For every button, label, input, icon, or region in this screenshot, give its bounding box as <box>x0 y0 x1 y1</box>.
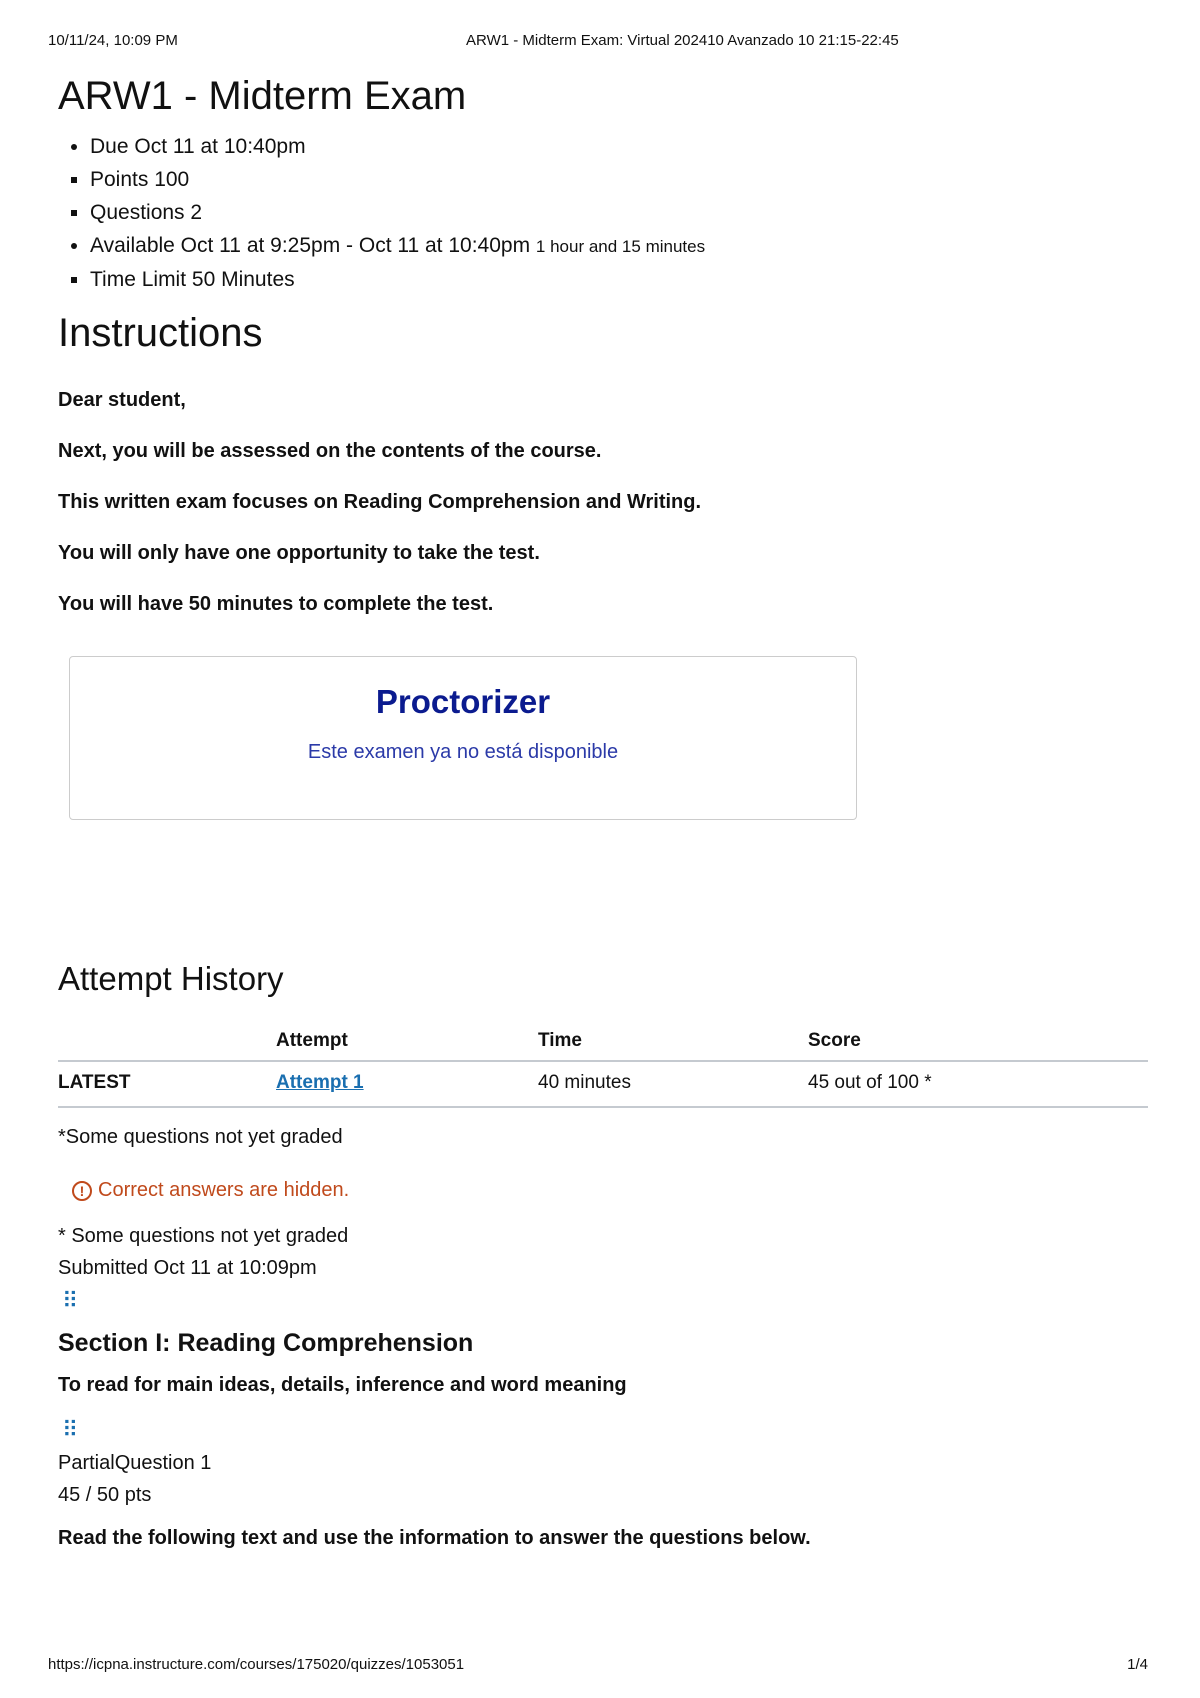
table-header-row <box>58 1024 1148 1061</box>
instructions-body <box>58 386 1148 618</box>
table-row <box>58 1061 1148 1107</box>
attempt-cell <box>276 1061 538 1107</box>
print-datetime: 10/11/24, 10:09 PM <box>48 32 178 49</box>
quiz-detail-due: • Due Oct 11 at 10:40pm <box>90 130 1148 163</box>
attempt-1-link[interactable]: Attempt 1 <box>276 1072 364 1093</box>
quiz-detail-time-limit: ▪ Time Limit 50 Minutes <box>90 263 1148 296</box>
column-header-score: Score <box>808 1024 1148 1061</box>
drag-handle-icon[interactable]: ⠿ <box>62 1288 77 1313</box>
quiz-content <box>58 70 1148 1549</box>
latest-label: LATEST <box>58 1061 276 1107</box>
column-header-time: Time <box>538 1024 808 1061</box>
attempt-history-section <box>58 958 1148 1550</box>
proctorizer-message: Este examen ya no está disponible <box>307 741 619 763</box>
column-header-label <box>58 1024 276 1061</box>
column-header-attempt: Attempt <box>276 1024 538 1061</box>
score-cell: 45 out of 100 * <box>808 1061 1148 1107</box>
submitted-time: Submitted Oct 11 at 10:09pm <box>58 1257 317 1279</box>
correct-answers-hidden-text: Correct answers are hidden. <box>98 1179 350 1201</box>
not-graded-note: * Some questions not yet graded <box>58 1225 349 1247</box>
section-subtitle: To read for main ideas, details, inference and word meaning <box>58 1374 627 1396</box>
instruction-paragraph: Next, you will be assessed on the contents of the course. <box>58 440 602 462</box>
question-points: 45 / 50 pts <box>58 1484 152 1506</box>
question-instruction: Read the following text and use the information to answer the questions below. <box>58 1527 811 1549</box>
instruction-paragraph: This written exam focuses on Reading Comprehension and Writing. <box>58 491 702 513</box>
quiz-detail-available: • Available Oct 11 at 9:25pm - Oct 11 at 10:40pm 1 hour and 15 minutes <box>90 229 1148 263</box>
attempt-history-table <box>58 1024 1148 1108</box>
print-footer <box>0 1656 1200 1676</box>
question-status-label: PartialQuestion 1 <box>58 1452 212 1474</box>
quiz-details <box>58 130 1148 296</box>
drag-handle-icon[interactable]: ⠿ <box>62 1417 77 1442</box>
instructions-heading: Instructions <box>58 311 263 355</box>
instruction-paragraph: You will only have one opportunity to take the test. <box>58 542 540 564</box>
print-url: https://icpna.instructure.com/courses/175020/quizzes/1053051 <box>48 1656 465 1673</box>
available-duration-note: 1 hour and 15 minutes <box>535 237 706 256</box>
correct-answers-hidden-notice <box>72 1179 1148 1202</box>
instruction-paragraph: You will have 50 minutes to complete the test. <box>58 593 494 615</box>
proctorizer-panel <box>69 656 857 820</box>
instruction-paragraph: Dear student, <box>58 389 186 411</box>
quiz-detail-points: ▪ Points 100 <box>90 163 1148 196</box>
exclamation-circle-icon: ! <box>72 1181 92 1201</box>
not-graded-footnote: *Some questions not yet graded <box>58 1126 343 1148</box>
time-cell: 40 minutes <box>538 1061 808 1107</box>
question-header <box>58 1447 1148 1511</box>
print-header <box>0 32 1200 52</box>
attempt-history-heading: Attempt History <box>58 960 284 997</box>
print-page-title: ARW1 - Midterm Exam: Virtual 202410 Avanzado 10 21:15-22:45 <box>466 32 899 49</box>
submission-info <box>58 1220 1148 1284</box>
proctorizer-title: Proctorizer <box>375 683 551 720</box>
quiz-detail-questions: ▪ Questions 2 <box>90 196 1148 229</box>
print-page-number: 1/4 <box>1127 1656 1148 1673</box>
quiz-title: ARW1 - Midterm Exam <box>58 74 467 118</box>
section-title: Section I: Reading Comprehension <box>58 1329 474 1357</box>
